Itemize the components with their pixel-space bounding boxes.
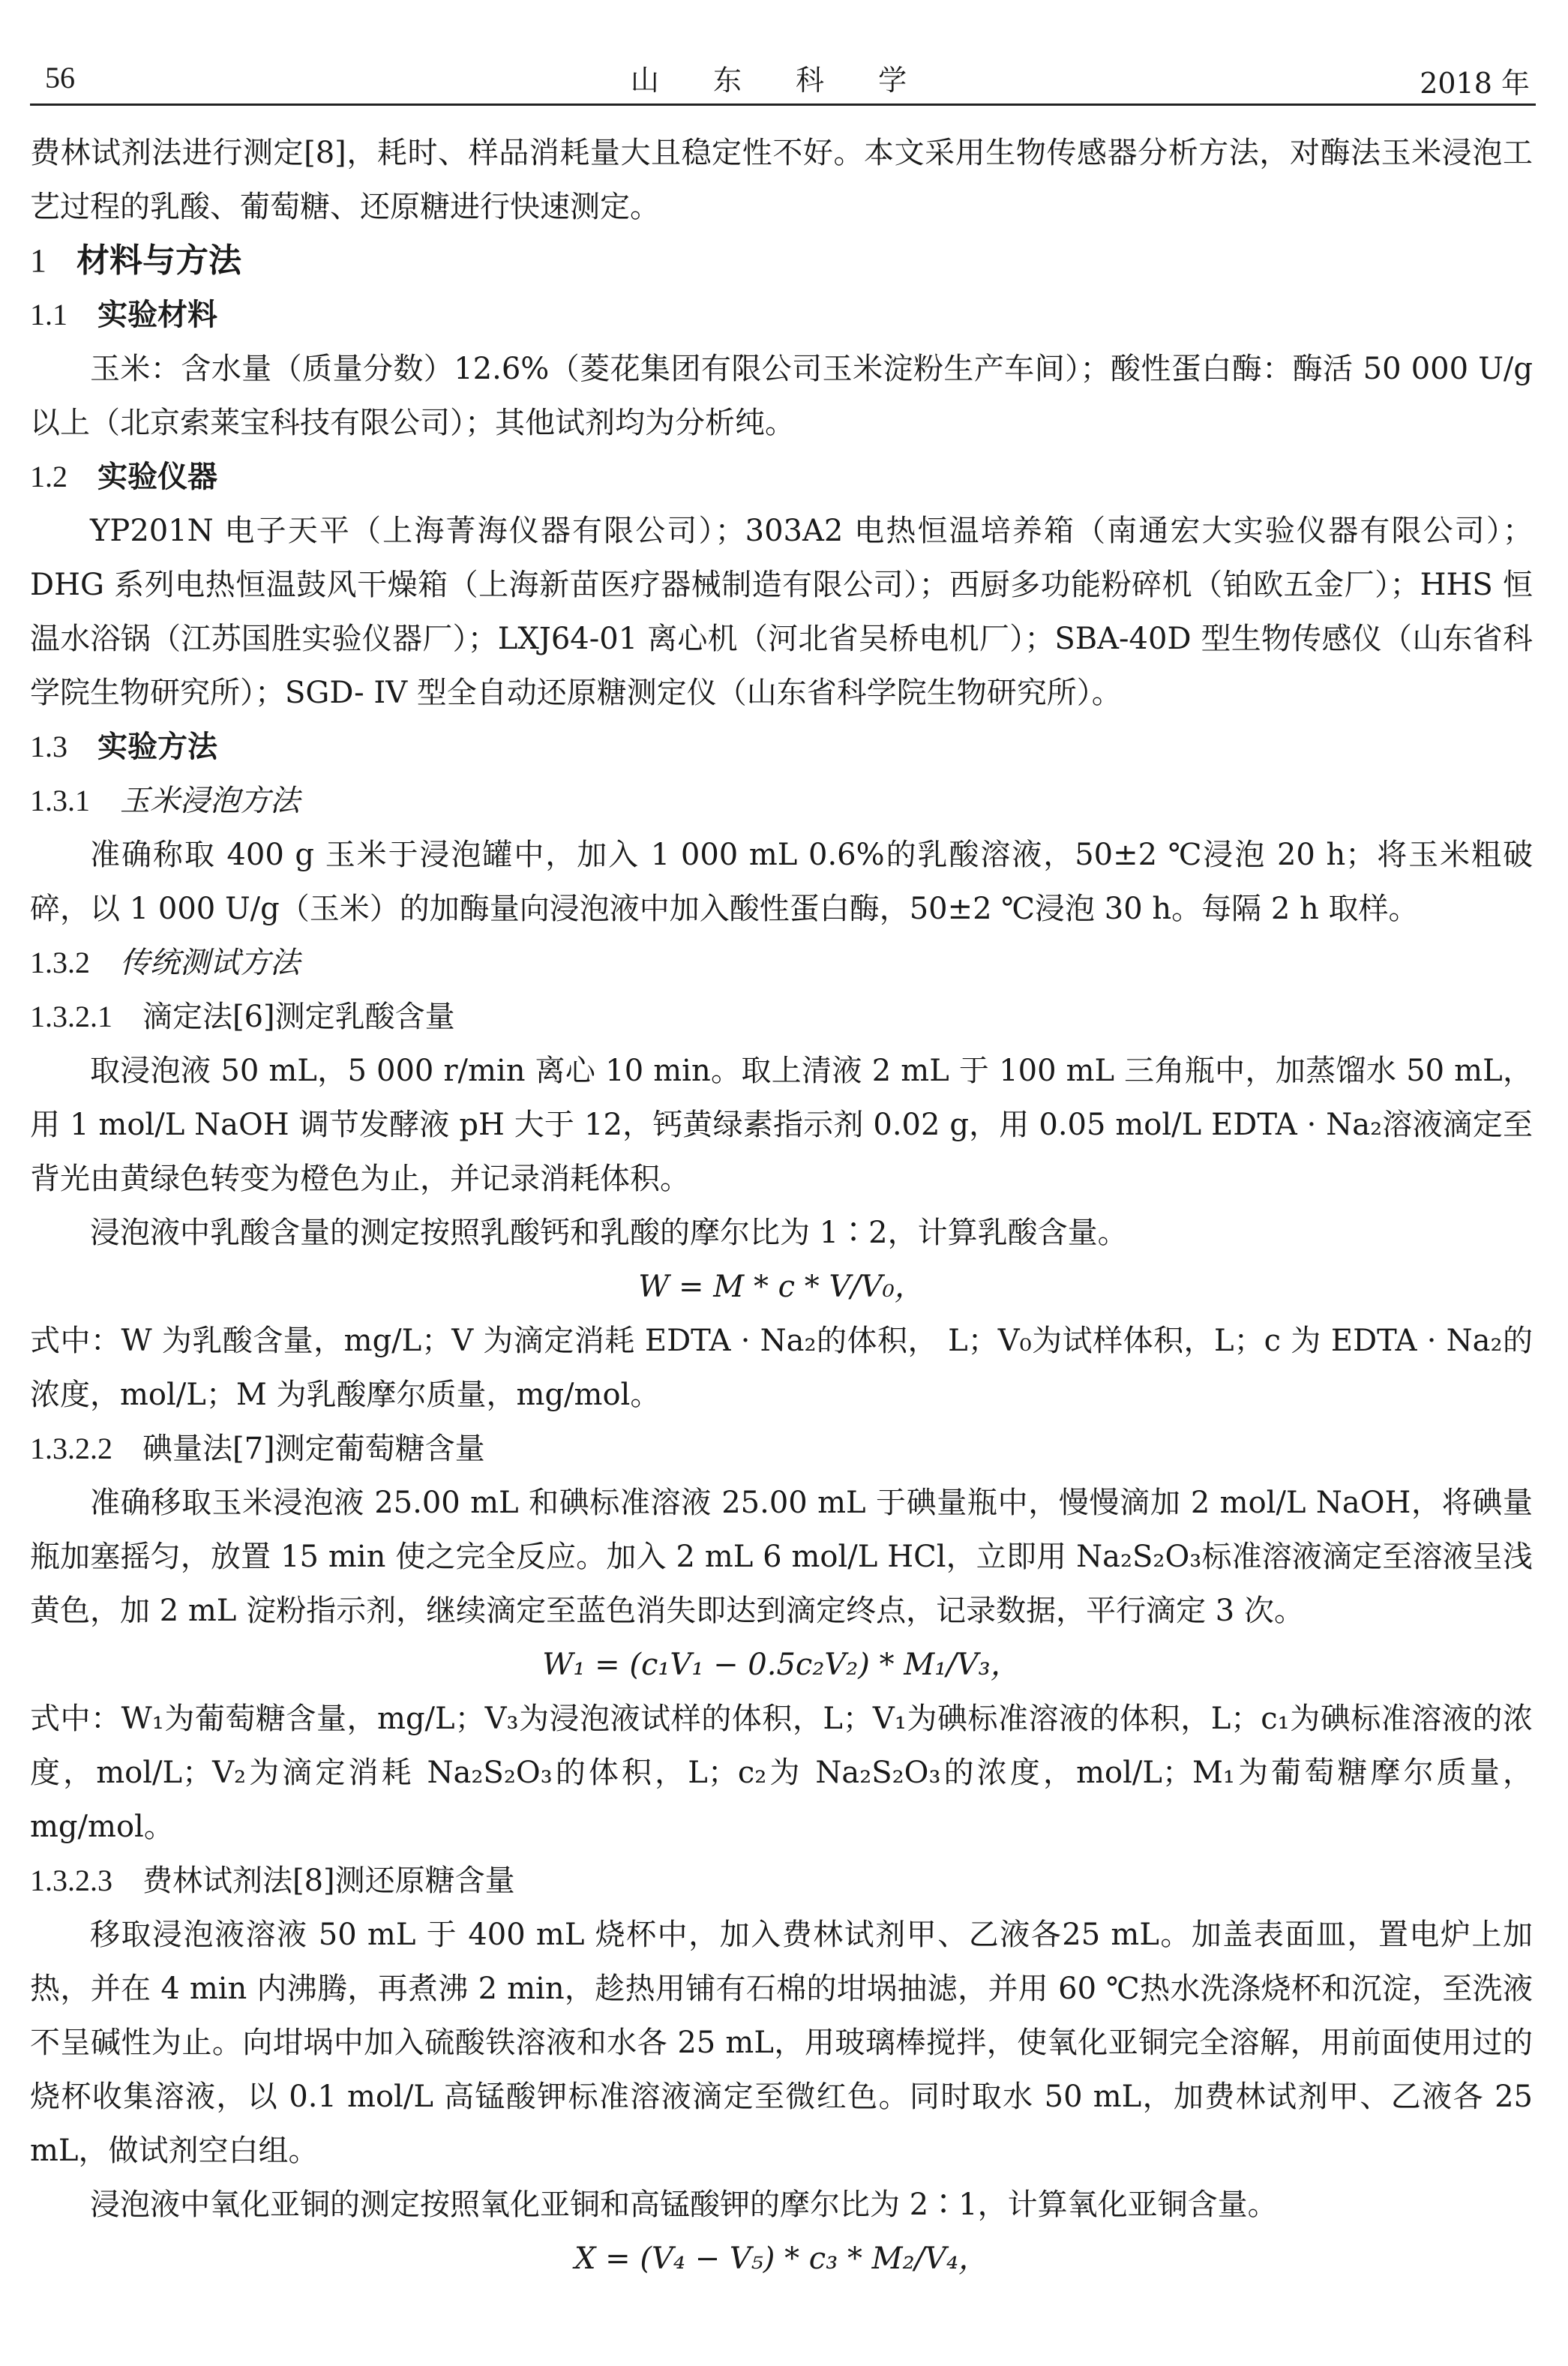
section-title: 材料与方法 [76,241,241,280]
intro-paragraph: 费林试剂法进行测定[8]，耗时、样品消耗量大且稳定性不好。本文采用生物传感器分析方法，对酶法玉米浸泡工艺过程的乳酸、葡萄糖、还原糖进行快速测定。 [30,136,1533,224]
page-number: 56 [45,61,75,94]
section-number: 1 [30,242,46,279]
subsection-number: 1.2 [30,460,67,493]
subsubsection-title: 碘量法[7]测定葡萄糖含量 [142,1432,485,1466]
formula-lactic-acid: W = M * c * V/V₀， [638,1270,925,1304]
fehling-calc-paragraph: 浸泡液中氧化亚铜的测定按照氧化亚铜和高锰酸钾的摩尔比为 2∶1，计算氧化亚铜含量。 [90,2188,1278,2222]
journal-title: 山 东 科 学 [630,64,930,97]
formula-description: 式中：W₁为葡萄糖含量，mg/L；V₃为浸泡液试样的体积，L；V₁为碘标准溶液的体积，L；c₁为碘标准溶液的浓度，mol/L；V₂为滴定消耗 Na₂S₂O₃的体积，L；c₂为 Na₂S₂O₃的浓度，mol/L；M₁为葡萄糖摩尔质量，mg/mol。 [30,1702,1533,1844]
materials-paragraph: 玉米：含水量（质量分数）12.6%（菱花集团有限公司玉米淀粉生产车间）；酸性蛋白酶：酶活 50 000 U/g 以上（北京索莱宝科技有限公司）；其他试剂均为分析纯。 [30,352,1533,440]
subsection-heading [30,720,1533,774]
article-body [30,126,1533,2286]
subsubsection-number: 1.3.2.3 [30,1864,112,1897]
publication-year: 2018 年 [1420,67,1530,100]
subsubsection-title: 传统测试方法 [120,946,300,980]
formula-cuprous-oxide: X = (V₄ − V₅) * c₃ * M₂/V₄， [574,2242,989,2276]
subsection-number: 1.3 [30,730,67,763]
titration-paragraph: 取浸泡液 50 mL，5 000 r/min 离心 10 min。取上清液 2 mL 于 100 mL 三角瓶中，加蒸馏水 50 mL，用 1 mol/L NaOH 调节发酵液 pH 大于 12，钙黄绿素指示剂 0.02 g，用 0.05 mol/L EDTA · Na₂溶液滴定至背光由黄绿色转变为橙色为止，并记录消耗体积。 [30,1054,1533,1196]
subsection-title: 实验仪器 [97,460,217,494]
subsubsection-heading [30,990,1533,1044]
formula-glucose: W₁ = (c₁V₁ − 0.5c₂V₂) * M₁/V₃， [542,1648,1021,1682]
subsection-number: 1.1 [30,298,67,331]
header-rule [30,103,1536,106]
subsubsection-title: 费林试剂法[8]测还原糖含量 [142,1864,515,1898]
subsection-heading [30,450,1533,504]
formula-description: 式中：W 为乳酸含量，mg/L；V 为滴定消耗 EDTA · Na₂的体积， L；V₀为试样体积，L；c 为 EDTA · Na₂的浓度，mol/L；M 为乳酸摩尔质量，mg/mol。 [30,1324,1533,1412]
subsubsection-title: 玉米浸泡方法 [120,784,300,818]
page-header [30,54,1530,99]
soak-method-paragraph: 准确称取 400 g 玉米于浸泡罐中，加入 1 000 mL 0.6%的乳酸溶液，50±2 ℃浸泡 20 h；将玉米粗破碎，以 1 000 U/g（玉米）的加酶量向浸泡液中加入酸性蛋白酶，50±2 ℃浸泡 30 h。每隔 2 h 取样。 [30,838,1533,926]
subsubsection-number: 1.3.1 [30,784,90,817]
subsection-heading [30,288,1533,342]
subsubsection-number: 1.3.2.2 [30,1432,112,1465]
subsubsection-title: 滴定法[6]测定乳酸含量 [142,1000,455,1034]
fehling-paragraph: 移取浸泡液溶液 50 mL 于 400 mL 烧杯中，加入费林试剂甲、乙液各25 mL。加盖表面皿，置电炉上加热，并在 4 min 内沸腾，再煮沸 2 min，趁热用铺有石棉的坩埚抽滤，并用 60 ℃热水洗涤烧杯和沉淀，至洗液不呈碱性为止。向坩埚中加入硫酸铁溶液和水各 25 mL，用玻璃棒搅拌，使氧化亚铜完全溶解，用前面使用过的烧杯收集溶液，以 0.1 mol/L 高锰酸钾标准溶液滴定至微红色。同时取水 50 mL，加费林试剂甲、乙液各 25 mL，做试剂空白组。 [30,1918,1533,2168]
subsection-title: 实验材料 [97,298,217,332]
instruments-paragraph: YP201N 电子天平（上海菁海仪器有限公司）；303A2 电热恒温培养箱（南通宏大实验仪器有限公司）；DHG 系列电热恒温鼓风干燥箱（上海新苗医疗器械制造有限公司）；西厨多功能粉碎机（铂欧五金厂）；HHS 恒温水浴锅（江苏国胜实验仪器厂）；LXJ64-01 离心机（河北省吴桥电机厂）；SBA-40D 型生物传感仪（山东省科学院生物研究所）；SGD- IV 型全自动还原糖测定仪（山东省科学院生物研究所）。 [30,514,1533,710]
iodine-paragraph: 准确移取玉米浸泡液 25.00 mL 和碘标准溶液 25.00 mL 于碘量瓶中，慢慢滴加 2 mol/L NaOH，将碘量瓶加塞摇匀，放置 15 min 使之完全反应。加入 2 mL 6 mol/L HCl，立即用 Na₂S₂O₃标准溶液滴定至溶液呈浅黄色，加 2 mL 淀粉指示剂，继续滴定至蓝色消失即达到滴定终点，记录数据，平行滴定 3 次。 [30,1486,1533,1628]
subsection-title: 实验方法 [97,730,217,764]
subsubsection-heading [30,936,1533,990]
subsubsection-number: 1.3.2 [30,946,90,979]
subsubsection-heading [30,1422,1533,1476]
subsubsection-number: 1.3.2.1 [30,1000,112,1033]
titration-calc-paragraph: 浸泡液中乳酸含量的测定按照乳酸钙和乳酸的摩尔比为 1∶2，计算乳酸含量。 [90,1216,1128,1250]
subsubsection-heading [30,774,1533,828]
section-heading [30,234,1533,288]
subsubsection-heading [30,1854,1533,1908]
